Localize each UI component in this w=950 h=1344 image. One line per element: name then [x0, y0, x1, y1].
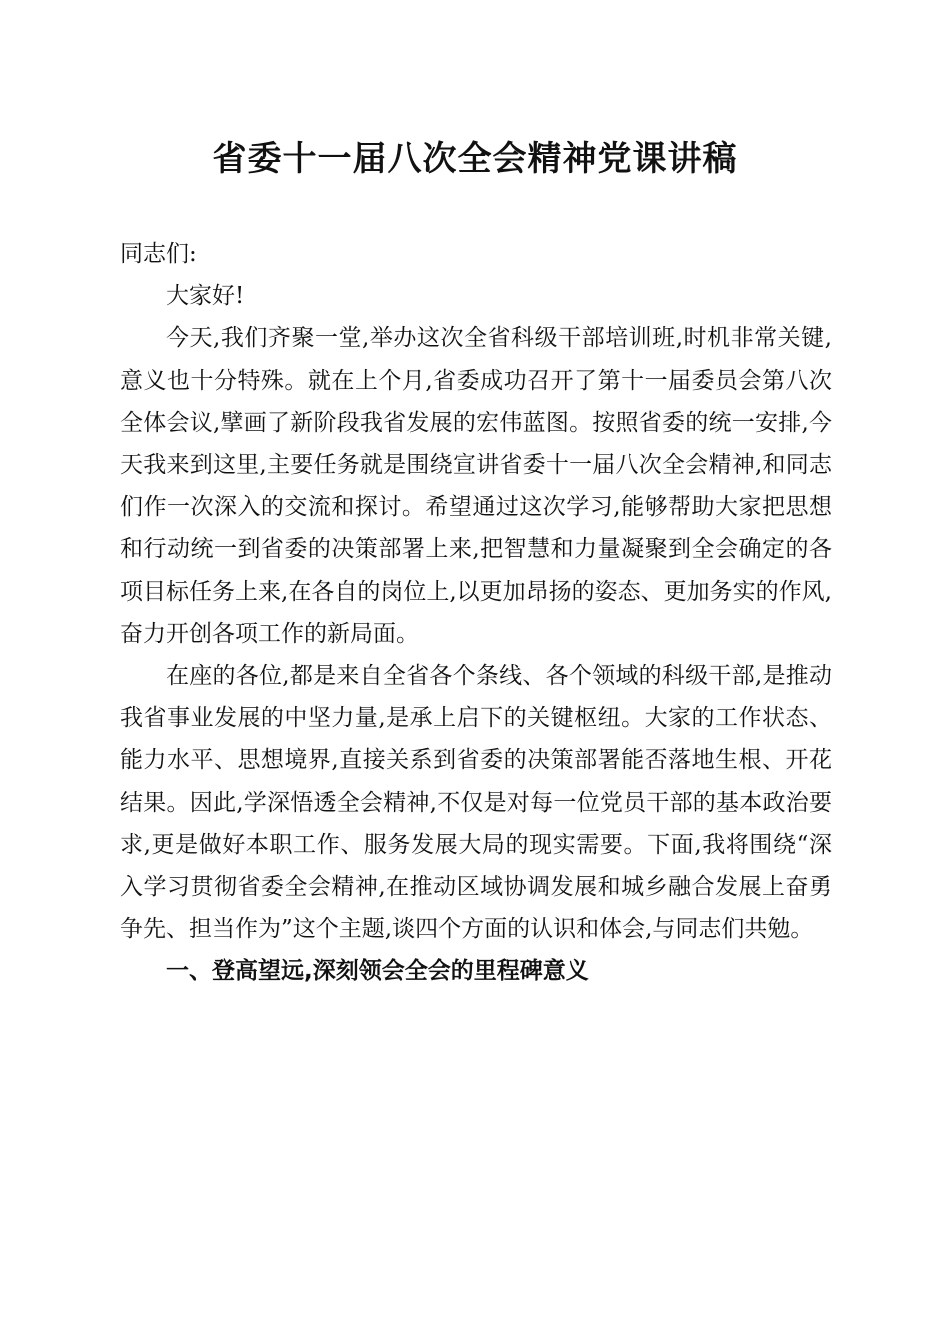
document-body — [120, 233, 832, 993]
section-heading: 一、登高望远,深刻领会全会的里程碑意义 — [166, 958, 589, 985]
salutation: 同志们: — [120, 241, 197, 267]
paragraph-opening: 今天,我们齐聚一堂,举办这次全省科级干部培训班,时机非常关键,意义也十分特殊。就在上个月,省委成功召开了第十一届委员会第八次全体会议,擘画了新阶段我省发展的宏伟蓝图。按照省委的统一安排,今天我来到这里,主要任务就是围绕宣讲省委十一届八次全会精神,和同志们作一次深入的交流和探讨。希望通过这次学习,能够帮助大家把思想和行动统一到省委的决策部署上来,把智慧和力量凝聚到全会确定的各项目标任务上来,在各自的岗位上,以更加昂扬的姿态、更加务实的作风,奋力开创各项工作的新局面。 — [120, 325, 832, 647]
document-title: 省委十一届八次全会精神党课讲稿 — [212, 139, 738, 179]
greeting: 大家好! — [166, 283, 245, 310]
paragraph-audience: 在座的各位,都是来自全省各个条线、各个领域的科级干部,是推动我省事业发展的中坚力量,是承上启下的关键枢纽。大家的工作状态、能力水平、思想境界,直接关系到省委的决策部署能否落地生根、开花结果。因此,学深悟透全会精神,不仅是对每一位党员干部的基本政治要求,更是做好本职工作、服务发展大局的现实需要。下面,我将围绕“深入学习贯彻省委全会精神,在推动区域协调发展和城乡融合发展上奋勇争先、担当作为”这个主题,谈四个方面的认识和体会,与同志们共勉。 — [120, 663, 832, 943]
